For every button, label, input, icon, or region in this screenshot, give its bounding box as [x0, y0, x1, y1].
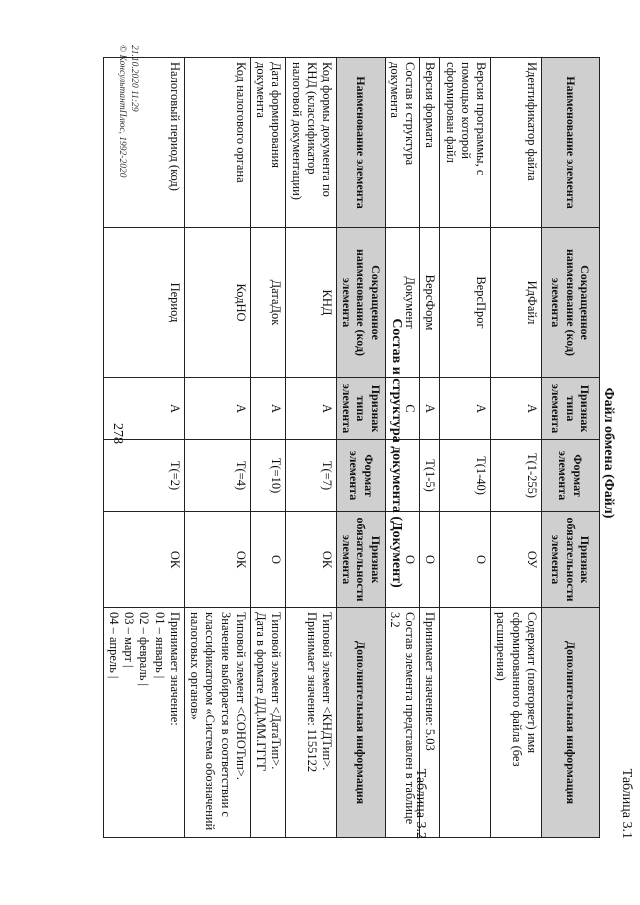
cell-required: ОК — [103, 512, 184, 608]
cell-type: А — [491, 378, 542, 440]
cell-info — [440, 608, 491, 838]
table-3-2-label: Таблица 3.2 — [413, 768, 428, 839]
table-3-1-label: Таблица 3.1 — [619, 768, 634, 839]
cell-code: ИдФайл — [491, 228, 542, 378]
info-line: 01 – январь | — [152, 612, 167, 679]
cell-type: А — [440, 378, 491, 440]
cell-format: T(=2) — [103, 440, 184, 512]
footer-copyright: © КонсультантПлюс, 1992-2020 — [116, 45, 127, 178]
cell-type: А — [184, 378, 250, 440]
cell-name: Код налогового органа — [184, 58, 250, 228]
info-line: Типовой элемент <СОНОТип>. — [233, 612, 248, 780]
cell-info — [103, 608, 184, 838]
info-line: Типовой элемент <КНДТип>. — [320, 612, 335, 771]
table-3-2-title: Состав и структура документа (Документ) — [389, 318, 404, 588]
header-type: Признак типа элемента — [337, 378, 386, 440]
cell-code: ВерсФорм — [420, 228, 440, 378]
cell-code: КНД — [286, 228, 337, 378]
info-line: Принимает значение: 1155122 — [304, 612, 319, 773]
cell-type: А — [420, 378, 440, 440]
cell-format: T(1-255) — [491, 440, 542, 512]
cell-name: Идентификатор файла — [491, 58, 542, 228]
header-required: Признак обязательности элемента — [542, 512, 600, 608]
cell-required: ОК — [286, 512, 337, 608]
info-line: Значение выбирается в соответствии с классификатором «Система обозначений налоговых органов» — [188, 612, 233, 831]
cell-name: Код формы документа по КНД (классификатор налоговой документации) — [286, 58, 337, 228]
table-3-1-title: Файл обмена (Файл) — [601, 387, 616, 519]
info-line: Типовой элемент <ДатаТип>. — [269, 612, 284, 770]
cell-required: О — [440, 512, 491, 608]
header-required: Признак обязательности элемента — [337, 512, 386, 608]
header-code: Сокращенное наименование (код) элемента — [542, 228, 600, 378]
cell-info: Принимает значение: 5.03 — [420, 608, 440, 838]
cell-code: ВерсПрог — [440, 228, 491, 378]
cell-required: ОК — [184, 512, 250, 608]
cell-format: T(1-40) — [440, 440, 491, 512]
table-row — [250, 58, 286, 838]
cell-name: Дата формирования документа — [250, 58, 286, 228]
header-format: Формат элемента — [337, 440, 386, 512]
cell-name: Налоговый период (код) — [103, 58, 184, 228]
cell-name: Состав и структура документа — [384, 58, 420, 228]
table-header-row — [542, 58, 600, 838]
cell-code: КодНО — [184, 228, 250, 378]
cell-info — [184, 608, 250, 838]
table-row — [286, 58, 337, 838]
info-line: Дата в формате ДД.ММ.ГГГГ — [254, 612, 269, 772]
cell-name: Версия формата — [420, 58, 440, 228]
cell-info — [250, 608, 286, 838]
header-code: Сокращенное наименование (код) элемента — [337, 228, 386, 378]
header-name: Наименование элемента — [337, 58, 386, 228]
cell-type: А — [250, 378, 286, 440]
info-line: Принимает значение: — [167, 612, 182, 726]
cell-required: ОУ — [491, 512, 542, 608]
cell-required: О — [384, 512, 420, 608]
cell-info: Содержит (повторяет) имя сформированного файла (без расширения) — [491, 608, 542, 838]
cell-type: А — [103, 378, 184, 440]
cell-type: А — [286, 378, 337, 440]
cell-code: Период — [103, 228, 184, 378]
cell-code: Документ — [384, 228, 420, 378]
file-exchange-table — [384, 57, 600, 838]
cell-format: T(=10) — [250, 440, 286, 512]
table-row — [420, 58, 440, 838]
header-format: Формат элемента — [542, 440, 600, 512]
cell-info: Состав элемента представлен в таблице 3.2 — [384, 608, 420, 838]
header-info: Дополнительная информация — [542, 608, 600, 838]
page-number: 278 — [110, 423, 125, 444]
document-structure-table — [103, 57, 386, 838]
info-line: 02 – февраль | — [137, 612, 152, 687]
cell-type: С — [384, 378, 420, 440]
table-row — [440, 58, 491, 838]
cell-required: О — [250, 512, 286, 608]
footer-timestamp: 21.10.2020 11:29 — [129, 45, 139, 112]
table-row — [491, 58, 542, 838]
table-header-row — [337, 58, 386, 838]
table-row — [184, 58, 250, 838]
cell-format: T(1-5) — [420, 440, 440, 512]
cell-format: T(=7) — [286, 440, 337, 512]
cell-code: ДатаДок — [250, 228, 286, 378]
header-name: Наименование элемента — [542, 58, 600, 228]
cell-info — [286, 608, 337, 838]
info-line: 04 – апрель | — [106, 612, 121, 679]
cell-format: T(=4) — [184, 440, 250, 512]
cell-name: Версия программы, с помощью которой сформирован файл — [440, 58, 491, 228]
info-line: 03 – март | — [122, 612, 137, 668]
cell-required: О — [420, 512, 440, 608]
header-type: Признак типа элемента — [542, 378, 600, 440]
header-info: Дополнительная информация — [337, 608, 386, 838]
print-footer — [115, 45, 140, 177]
rotated-content — [80, 43, 640, 863]
